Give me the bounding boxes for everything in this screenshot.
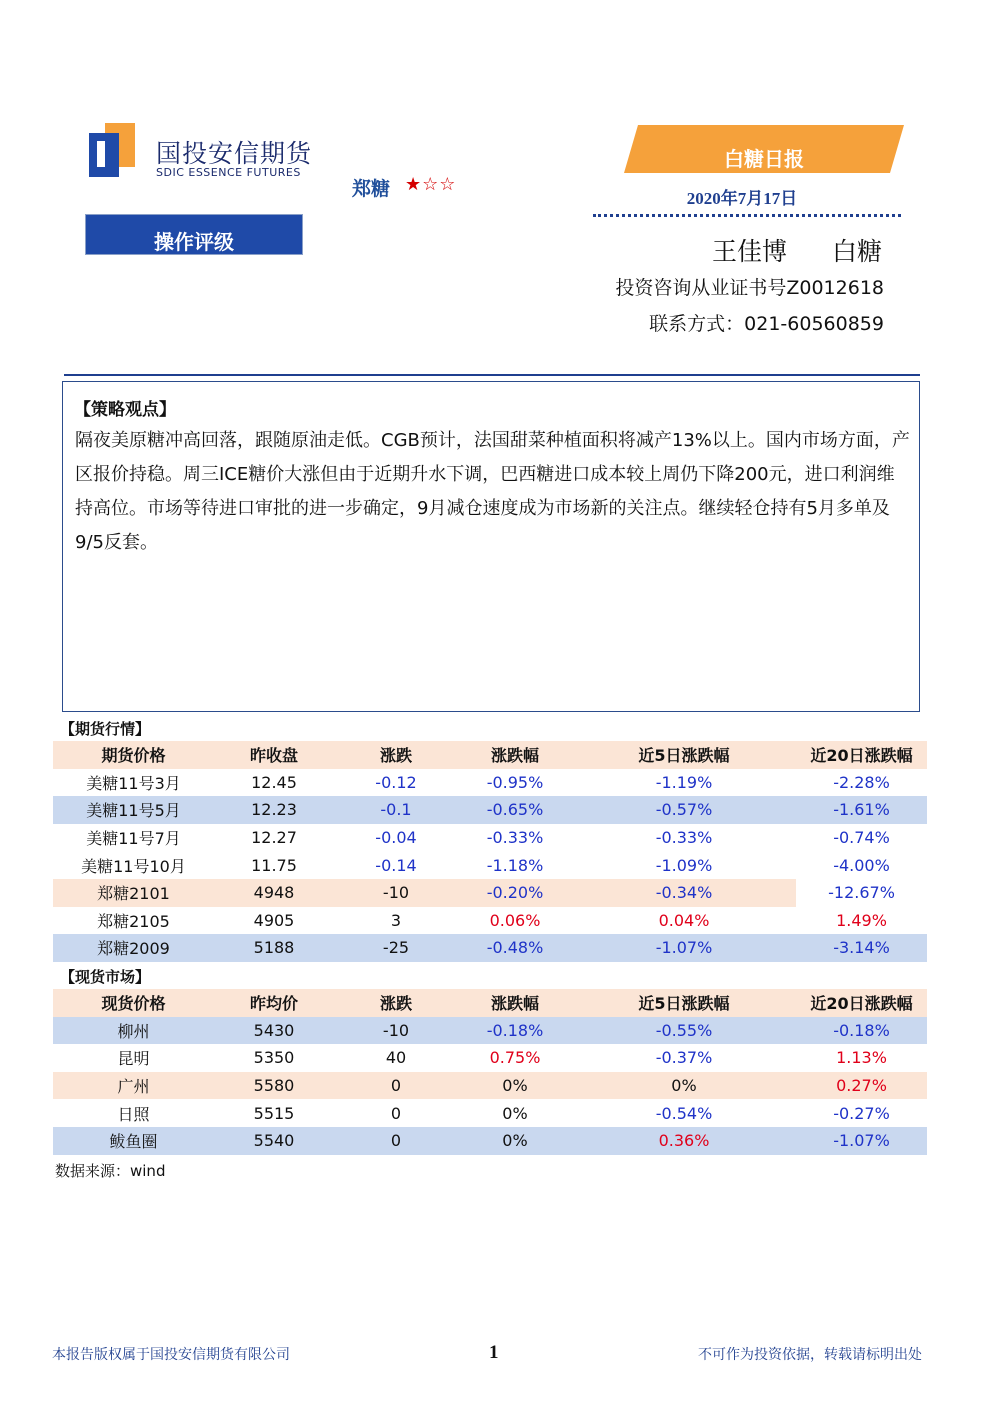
spot-header-row (53, 989, 927, 1017)
table-header: 涨跌幅 (458, 741, 572, 769)
table-cell: 郑糖2105 (97, 911, 170, 931)
table-cell: -0.57% (655, 800, 713, 820)
table-cell: 5540 (253, 1131, 295, 1151)
table-row (53, 1099, 927, 1127)
table-cell: 0 (390, 1103, 402, 1123)
table-cell: -4.00% (833, 855, 890, 875)
analyst-contact: 联系方式：021-60560859 (649, 313, 884, 335)
table-cell: 1.49% (836, 910, 887, 930)
table-cell: 0% (502, 1076, 528, 1096)
table-header: 期货价格 (53, 741, 214, 769)
table-cell: 5580 (253, 1076, 295, 1096)
table-cell: -1.61% (833, 800, 890, 820)
company-logo-icon (89, 123, 135, 177)
analyst-name: 王佳博 (712, 237, 788, 266)
table-cell: -0.1 (380, 800, 412, 820)
table-cell: 柳州 (117, 1021, 150, 1041)
table-cell: -1.19% (655, 772, 713, 792)
table-cell: -0.33% (486, 828, 544, 848)
table-cell: 0% (502, 1103, 528, 1123)
table-cell: 美糖11号5月 (86, 801, 181, 821)
table-row (53, 824, 927, 852)
table-row (53, 851, 927, 879)
table-cell: -0.37% (655, 1048, 713, 1068)
table-cell: 5350 (253, 1048, 295, 1068)
table-cell: 1.13% (836, 1048, 887, 1068)
table-cell: -1.18% (486, 855, 544, 875)
table-cell: -0.18% (486, 1020, 544, 1040)
table-cell: 4905 (253, 910, 295, 930)
futures-section-title: 【期货行情】 (60, 720, 151, 738)
footer-disclaimer: 不可作为投资依据，转载请标明出处 (698, 1347, 922, 1363)
company-name-cn: 国投安信期货 (156, 139, 313, 168)
table-cell: 昆明 (117, 1049, 150, 1069)
table-cell: 0% (502, 1131, 528, 1151)
table-cell: -1.07% (655, 938, 713, 958)
table-header: 涨跌 (334, 741, 458, 769)
table-row (53, 1072, 927, 1100)
table-cell: -2.28% (833, 772, 890, 792)
table-cell: -0.55% (655, 1020, 713, 1040)
table-cell: -1.09% (655, 855, 713, 875)
table-cell: -0.34% (655, 883, 713, 903)
table-cell: -0.18% (833, 1020, 890, 1040)
table-cell: 0 (390, 1131, 402, 1151)
table-header: 涨跌 (334, 989, 458, 1017)
table-row (53, 907, 927, 935)
table-cell: 日照 (117, 1104, 150, 1124)
table-cell: 5430 (253, 1020, 295, 1040)
table-cell: 0 (390, 1076, 402, 1096)
table-cell: -0.74% (833, 828, 890, 848)
table-cell: 3 (390, 910, 402, 930)
rating-label: 郑糖 (352, 178, 391, 200)
table-cell: -0.48% (486, 938, 544, 958)
table-cell: 0.75% (489, 1048, 541, 1068)
spot-section-title: 【现货市场】 (60, 968, 151, 986)
company-name-en: SDIC ESSENCE FUTURES (156, 166, 301, 179)
table-cell: -0.20% (486, 883, 544, 903)
table-header: 近5日涨跌幅 (572, 989, 796, 1017)
table-cell: 郑糖2101 (97, 884, 170, 904)
table-cell: 美糖11号3月 (86, 773, 181, 793)
table-cell: 0.04% (658, 910, 710, 930)
table-cell: 5515 (253, 1103, 295, 1123)
table-cell: 0.06% (489, 910, 541, 930)
table-cell: 11.75 (251, 855, 297, 875)
analyst-cert: 投资咨询从业证书号Z0012618 (615, 277, 884, 299)
table-cell: -12.67% (796, 879, 927, 907)
table-cell: -25 (382, 938, 410, 958)
dotted-divider (593, 214, 901, 217)
page-number: 1 (489, 1342, 499, 1363)
table-cell: 4948 (253, 883, 295, 903)
table-cell: -0.65% (486, 800, 544, 820)
table-cell: 郑糖2009 (97, 939, 170, 959)
table-cell: 0.27% (836, 1076, 887, 1096)
futures-header-row (53, 741, 927, 769)
footer-copyright: 本报告版权属于国投安信期货有限公司 (52, 1347, 290, 1363)
table-cell: 广州 (117, 1077, 150, 1097)
table-cell: 美糖11号10月 (81, 856, 186, 876)
table-cell: -0.04 (375, 828, 417, 848)
table-row (53, 1044, 927, 1072)
table-header: 昨均价 (214, 989, 334, 1017)
table-header: 昨收盘 (214, 741, 334, 769)
table-header: 近5日涨跌幅 (572, 741, 796, 769)
table-cell: 12.27 (251, 828, 297, 848)
table-header: 涨跌幅 (458, 989, 572, 1017)
data-source-note: 数据来源：wind (55, 1162, 166, 1180)
table-cell: 40 (385, 1048, 407, 1068)
table-header: 近20日涨跌幅 (796, 989, 927, 1017)
table-cell: -0.33% (655, 828, 713, 848)
table-cell: -0.27% (833, 1103, 890, 1123)
table-cell: 鲅鱼圈 (109, 1132, 158, 1152)
table-cell: 0% (671, 1076, 697, 1096)
spot-table (53, 989, 927, 1155)
table-cell: 5188 (253, 938, 295, 958)
table-cell: -10 (382, 1020, 410, 1040)
table-cell: -0.95% (486, 772, 544, 792)
table-row (53, 879, 927, 907)
table-row (53, 796, 927, 824)
table-cell: 12.45 (251, 772, 297, 792)
operation-rating-box (85, 214, 303, 255)
strategy-title: 【策略观点】 (74, 400, 176, 420)
report-date: 2020年7月17日 (686, 189, 798, 208)
table-header: 现货价格 (53, 989, 214, 1017)
report-title: 白糖日报 (724, 147, 804, 171)
table-cell: -0.14 (375, 855, 417, 875)
table-header: 近20日涨跌幅 (796, 741, 927, 769)
table-cell: 美糖11号7月 (86, 829, 181, 849)
table-cell: 12.23 (251, 800, 297, 820)
table-cell: -3.14% (833, 938, 890, 958)
table-cell: -1.07% (833, 1131, 890, 1151)
table-cell: -0.54% (655, 1103, 713, 1123)
section-rule (64, 374, 920, 376)
rating-stars: ★☆☆ (405, 174, 457, 195)
futures-table (53, 741, 927, 962)
operation-rating-label: 操作评级 (154, 230, 234, 254)
table-row (53, 769, 927, 797)
table-cell: 0.36% (658, 1131, 710, 1151)
strategy-body: 隔夜美原糖冲高回落，跟随原油走低。CGB预计，法国甜菜种植面积将减产13%以上。国内市场方面，产区报价持稳。周三ICE糖价大涨但由于近期升水下调，巴西糖进口成本较上周仍下降200元，进口利润维持高位。市场等待进口审批的进一步确定，9月减仓速度成为市场新的关注点。继续轻仓持有5月多单及9/5反套。 (75, 430, 910, 553)
table-row (53, 934, 927, 962)
table-cell: -0.12 (375, 772, 417, 792)
table-row (53, 1017, 927, 1045)
table-cell: -10 (382, 883, 410, 903)
table-row (53, 1127, 927, 1155)
analyst-sector: 白糖 (832, 237, 883, 266)
